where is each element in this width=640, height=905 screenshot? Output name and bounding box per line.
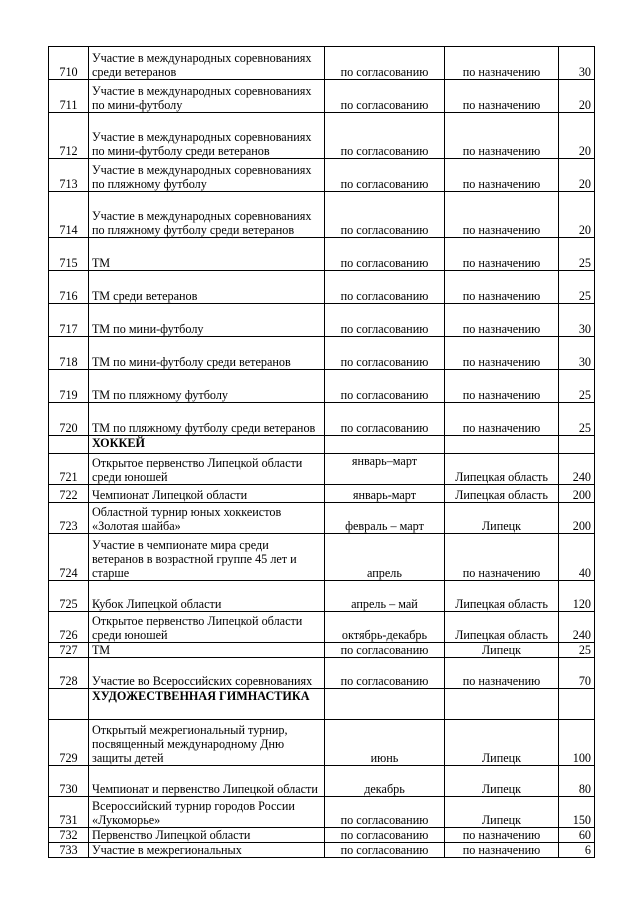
event-name: Чемпионат и первенство Липецкой области [89,766,325,797]
table-row [49,797,595,828]
section-date-cell [325,436,445,454]
row-number: 718 [49,337,89,370]
table-row [49,47,595,80]
participant-count: 25 [559,403,595,436]
section-place-cell [445,689,559,720]
event-dates: июнь [325,720,445,766]
event-location: по назначению [445,271,559,304]
table-row [49,80,595,113]
row-number: 716 [49,271,89,304]
participant-count: 60 [559,828,595,843]
row-number: 710 [49,47,89,80]
event-name: Участие в чемпионате мира среди ветеранов в возрастной группе 45 лет и старше [89,534,325,581]
table-row [49,828,595,843]
row-number: 726 [49,612,89,643]
event-dates: по согласованию [325,403,445,436]
event-name: ТМ [89,238,325,271]
event-dates: январь-март [325,485,445,503]
participant-count: 200 [559,503,595,534]
event-location: по назначению [445,370,559,403]
row-number: 728 [49,658,89,689]
participant-count: 20 [559,80,595,113]
row-number: 711 [49,80,89,113]
event-location: по назначению [445,238,559,271]
participant-count: 20 [559,113,595,159]
row-number: 714 [49,192,89,238]
section-number-cell [49,436,89,454]
event-name: Открытый межрегиональный турнир, посвященный международному Дню защиты детей [89,720,325,766]
row-number: 733 [49,843,89,858]
participant-count: 200 [559,485,595,503]
row-number: 730 [49,766,89,797]
event-dates: по согласованию [325,113,445,159]
participant-count: 40 [559,534,595,581]
event-location: по назначению [445,159,559,192]
event-name: ТМ по пляжному футболу [89,370,325,403]
event-dates: по согласованию [325,828,445,843]
participant-count: 80 [559,766,595,797]
event-dates: по согласованию [325,47,445,80]
event-name: Участие в международных соревнованиях по пляжному футболу среди ветеранов [89,192,325,238]
event-dates: по согласованию [325,271,445,304]
event-name: Участие в международных соревнованиях по пляжному футболу [89,159,325,192]
event-location: Липецкая область [445,485,559,503]
event-name: Кубок Липецкой области [89,581,325,612]
section-number-cell [49,689,89,720]
section-qty-cell [559,436,595,454]
event-location: Липецк [445,503,559,534]
participant-count: 20 [559,192,595,238]
event-name: Участие в межрегиональных [89,843,325,858]
table-row [49,581,595,612]
table-row [49,304,595,337]
participant-count: 25 [559,271,595,304]
event-name: Участие в международных соревнованиях среди ветеранов [89,47,325,80]
participant-count: 30 [559,304,595,337]
table-row [49,271,595,304]
row-number: 713 [49,159,89,192]
table-row [49,337,595,370]
participant-count: 120 [559,581,595,612]
event-location: по назначению [445,80,559,113]
event-location: по назначению [445,113,559,159]
participant-count: 240 [559,454,595,485]
row-number: 727 [49,643,89,658]
event-location: по назначению [445,828,559,843]
participant-count: 20 [559,159,595,192]
event-location: Липецк [445,766,559,797]
event-location: Липецк [445,720,559,766]
event-location: по назначению [445,658,559,689]
section-qty-cell [559,689,595,720]
table-row [49,454,595,485]
event-dates: по согласованию [325,192,445,238]
event-name: Всероссийский турнир городов России «Лукоморье» [89,797,325,828]
event-dates: по согласованию [325,80,445,113]
row-number: 729 [49,720,89,766]
table-row [49,403,595,436]
table-row [49,192,595,238]
section-place-cell [445,436,559,454]
table-row [49,503,595,534]
participant-count: 30 [559,47,595,80]
row-number: 731 [49,797,89,828]
event-dates: по согласованию [325,159,445,192]
event-location: Липецкая область [445,454,559,485]
participant-count: 150 [559,797,595,828]
event-location: Липецкая область [445,581,559,612]
event-dates: октябрь-декабрь [325,612,445,643]
row-number: 722 [49,485,89,503]
table-row [49,643,595,658]
event-name: ТМ по пляжному футболу среди ветеранов [89,403,325,436]
event-location: Липецк [445,797,559,828]
table-row [49,534,595,581]
event-name: ТМ среди ветеранов [89,271,325,304]
event-dates: февраль – март [325,503,445,534]
event-location: по назначению [445,304,559,337]
participant-count: 25 [559,370,595,403]
row-number: 715 [49,238,89,271]
row-number: 725 [49,581,89,612]
row-number: 724 [49,534,89,581]
event-dates: по согласованию [325,370,445,403]
row-number: 732 [49,828,89,843]
row-number: 719 [49,370,89,403]
event-dates: по согласованию [325,797,445,828]
event-name: Первенство Липецкой области [89,828,325,843]
table-row [49,238,595,271]
event-dates: по согласованию [325,337,445,370]
table-row [49,720,595,766]
event-location: по назначению [445,843,559,858]
table-row [49,766,595,797]
event-location: по назначению [445,192,559,238]
row-number: 720 [49,403,89,436]
event-name: Участие в международных соревнованиях по мини-футболу среди ветеранов [89,113,325,159]
event-name: ТМ [89,643,325,658]
event-dates: январь–март [325,454,445,485]
event-name: Участие во Всероссийских соревнованиях [89,658,325,689]
event-name: ТМ по мини-футболу среди ветеранов [89,337,325,370]
event-dates: по согласованию [325,843,445,858]
event-location: по назначению [445,337,559,370]
participant-count: 30 [559,337,595,370]
event-dates: по согласованию [325,643,445,658]
table-row [49,159,595,192]
events-table-body [49,47,595,858]
event-dates: апрель – май [325,581,445,612]
participant-count: 25 [559,238,595,271]
table-row [49,612,595,643]
participant-count: 100 [559,720,595,766]
participant-count: 70 [559,658,595,689]
event-location: по назначению [445,403,559,436]
event-name: Открытое первенство Липецкой области среди юношей [89,612,325,643]
section-header-row [49,689,595,720]
event-dates: по согласованию [325,238,445,271]
row-number: 723 [49,503,89,534]
table-row [49,658,595,689]
event-location: Липецкая область [445,612,559,643]
row-number: 721 [49,454,89,485]
event-location: Липецк [445,643,559,658]
section-title: ХУДОЖЕСТВЕННАЯ ГИМНАСТИКА [89,689,325,720]
row-number: 717 [49,304,89,337]
section-date-cell [325,689,445,720]
row-number: 712 [49,113,89,159]
table-row [49,370,595,403]
event-name: Участие в международных соревнованиях по мини-футболу [89,80,325,113]
event-location: по назначению [445,534,559,581]
event-name: Открытое первенство Липецкой области среди юношей [89,454,325,485]
events-table [48,46,595,858]
table-row [49,843,595,858]
event-location: по назначению [445,47,559,80]
event-dates: апрель [325,534,445,581]
section-header-row [49,436,595,454]
event-name: Чемпионат Липецкой области [89,485,325,503]
event-dates: по согласованию [325,304,445,337]
event-dates: декабрь [325,766,445,797]
section-title: ХОККЕЙ [89,436,325,454]
participant-count: 6 [559,843,595,858]
table-row [49,113,595,159]
participant-count: 25 [559,643,595,658]
participant-count: 240 [559,612,595,643]
event-name: Областной турнир юных хоккеистов «Золотая шайба» [89,503,325,534]
event-dates: по согласованию [325,658,445,689]
event-name: ТМ по мини-футболу [89,304,325,337]
table-row [49,485,595,503]
